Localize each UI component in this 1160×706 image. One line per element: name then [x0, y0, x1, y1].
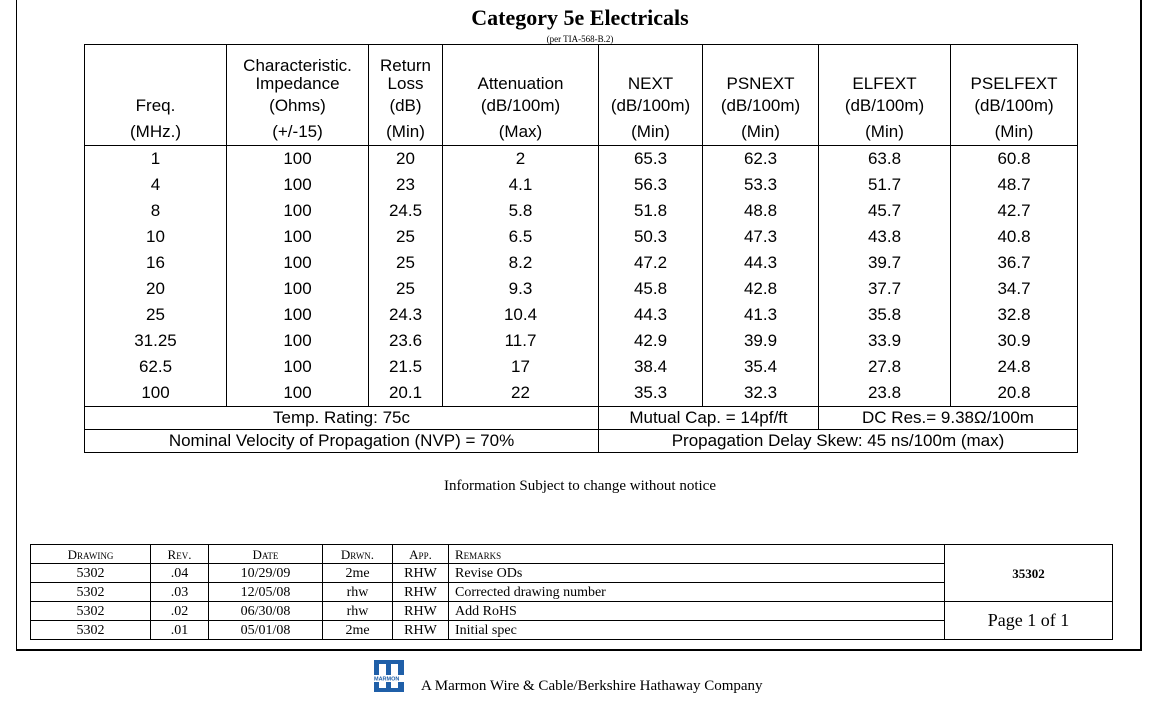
spec-cell: 20	[85, 276, 227, 302]
spec-cell: 25	[85, 302, 227, 328]
spec-cell: 41.3	[703, 302, 819, 328]
rev-header-drawn: Drwn.	[323, 545, 393, 564]
rev-cell: Initial spec	[449, 621, 945, 640]
spec-cell: 42.8	[703, 276, 819, 302]
rev-header-approved: App.	[393, 545, 449, 564]
dc-resistance: DC Res.= 9.38Ω/100m	[819, 407, 1078, 430]
spec-cell: 34.7	[951, 276, 1078, 302]
revision-header-row	[31, 545, 1113, 564]
spec-cell: 32.3	[703, 380, 819, 407]
spec-cell: 37.7	[819, 276, 951, 302]
spec-cell: 23.6	[369, 328, 443, 354]
spec-data-row	[85, 328, 1078, 354]
header-cell-return-loss: Return Loss	[369, 45, 443, 94]
rev-cell: 5302	[31, 564, 151, 583]
revision-row	[31, 602, 1113, 621]
rev-cell: .01	[151, 621, 209, 640]
unit-cell: (dB/100m)	[443, 93, 599, 119]
rev-header-remarks: Remarks	[449, 545, 945, 564]
revision-table	[30, 544, 1113, 640]
spec-cell: 51.7	[819, 172, 951, 198]
spec-cell: 35.4	[703, 354, 819, 380]
spec-cell: 39.7	[819, 250, 951, 276]
rev-cell: .04	[151, 564, 209, 583]
rev-header-rev: Rev.	[151, 545, 209, 564]
spec-cell: 48.7	[951, 172, 1078, 198]
unit-cell: (dB/100m)	[819, 93, 951, 119]
limit-cell: (+/-15)	[227, 119, 369, 146]
spec-cell: 42.7	[951, 198, 1078, 224]
unit-cell: (dB/100m)	[951, 93, 1078, 119]
rev-cell: 05/01/08	[209, 621, 323, 640]
spec-cell: 8.2	[443, 250, 599, 276]
spec-cell: 25	[369, 250, 443, 276]
rev-cell: rhw	[323, 602, 393, 621]
spec-cell: 24.8	[951, 354, 1078, 380]
spec-cell: 48.8	[703, 198, 819, 224]
spec-footer-row-2	[85, 430, 1078, 453]
spec-cell: 100	[85, 380, 227, 407]
spec-cell: 38.4	[599, 354, 703, 380]
drawing-number: 35302	[945, 545, 1113, 602]
spec-cell: 62.3	[703, 146, 819, 173]
rev-cell: .02	[151, 602, 209, 621]
rev-header-drawing: Drawing	[31, 545, 151, 564]
spec-cell: 27.8	[819, 354, 951, 380]
spec-cell: 31.25	[85, 328, 227, 354]
temp-rating: Temp. Rating: 75c	[85, 407, 599, 430]
unit-cell: (dB)	[369, 93, 443, 119]
spec-data-row	[85, 250, 1078, 276]
marmon-logo-icon	[374, 660, 414, 692]
limit-cell: (Min)	[369, 119, 443, 146]
spec-cell: 100	[227, 198, 369, 224]
spec-cell: 33.9	[819, 328, 951, 354]
page-subtitle: (per TIA-568-B.2)	[546, 34, 614, 44]
rev-cell: 06/30/08	[209, 602, 323, 621]
spec-data-row	[85, 198, 1078, 224]
limit-cell: (Min)	[951, 119, 1078, 146]
spec-header-row	[85, 45, 1078, 94]
spec-cell: 20	[369, 146, 443, 173]
spec-cell: 9.3	[443, 276, 599, 302]
electrical-spec-table	[84, 44, 1078, 453]
rev-header-date: Date	[209, 545, 323, 564]
spec-cell: 6.5	[443, 224, 599, 250]
spec-data-row	[85, 224, 1078, 250]
spec-cell: 50.3	[599, 224, 703, 250]
rev-cell: RHW	[393, 564, 449, 583]
page-number: Page 1 of 1	[945, 602, 1113, 640]
spec-cell: 63.8	[819, 146, 951, 173]
delay-skew: Propagation Delay Skew: 45 ns/100m (max)	[599, 430, 1078, 453]
spec-cell: 24.5	[369, 198, 443, 224]
rev-cell: 12/05/08	[209, 583, 323, 602]
spec-cell: 32.8	[951, 302, 1078, 328]
spec-cell: 35.3	[599, 380, 703, 407]
spec-cell: 40.8	[951, 224, 1078, 250]
rev-cell: 5302	[31, 621, 151, 640]
spec-cell: 47.3	[703, 224, 819, 250]
limit-cell: (MHz.)	[85, 119, 227, 146]
spec-cell: 35.8	[819, 302, 951, 328]
rev-cell: 10/29/09	[209, 564, 323, 583]
limit-cell: (Max)	[443, 119, 599, 146]
spec-cell: 2	[443, 146, 599, 173]
spec-cell: 60.8	[951, 146, 1078, 173]
notice-text: Information Subject to change without notice	[443, 478, 716, 494]
header-cell-elfext: ELFEXT	[819, 45, 951, 94]
unit-cell: Freq.	[85, 93, 227, 119]
spec-cell: 17	[443, 354, 599, 380]
page-title: Category 5e Electricals	[471, 5, 689, 30]
svg-text:MARMON: MARMON	[374, 676, 400, 683]
spec-cell: 10	[85, 224, 227, 250]
spec-cell: 4	[85, 172, 227, 198]
rev-cell: .03	[151, 583, 209, 602]
spec-cell: 100	[227, 250, 369, 276]
spec-cell: 5.8	[443, 198, 599, 224]
spec-cell: 47.2	[599, 250, 703, 276]
spec-cell: 100	[227, 276, 369, 302]
spec-cell: 25	[369, 276, 443, 302]
spec-cell: 45.7	[819, 198, 951, 224]
spec-cell: 1	[85, 146, 227, 173]
spec-data-row	[85, 276, 1078, 302]
rev-cell: 2me	[323, 621, 393, 640]
rev-cell: Revise ODs	[449, 564, 945, 583]
spec-cell: 36.7	[951, 250, 1078, 276]
rev-cell: RHW	[393, 583, 449, 602]
rev-cell: Add RoHS	[449, 602, 945, 621]
rev-cell: rhw	[323, 583, 393, 602]
spec-units-row	[85, 93, 1078, 119]
spec-cell: 65.3	[599, 146, 703, 173]
spec-cell: 30.9	[951, 328, 1078, 354]
spec-cell: 44.3	[703, 250, 819, 276]
spec-cell: 20.8	[951, 380, 1078, 407]
spec-data-row	[85, 302, 1078, 328]
spec-footer-row-1	[85, 407, 1078, 430]
nvp: Nominal Velocity of Propagation (NVP) = 70%	[85, 430, 599, 453]
rev-cell: 5302	[31, 583, 151, 602]
header-cell-impedance: Characteristic. Impedance	[227, 45, 369, 94]
spec-cell: 100	[227, 328, 369, 354]
spec-cell: 44.3	[599, 302, 703, 328]
spec-cell: 100	[227, 224, 369, 250]
spec-cell: 10.4	[443, 302, 599, 328]
limit-cell: (Min)	[819, 119, 951, 146]
spec-cell: 23.8	[819, 380, 951, 407]
unit-cell: (dB/100m)	[599, 93, 703, 119]
spec-cell: 16	[85, 250, 227, 276]
spec-cell: 100	[227, 302, 369, 328]
spec-cell: 56.3	[599, 172, 703, 198]
rev-cell: Corrected drawing number	[449, 583, 945, 602]
spec-cell: 22	[443, 380, 599, 407]
header-cell-freq	[85, 45, 227, 94]
spec-cell: 100	[227, 172, 369, 198]
header-cell-pselfext: PSELFEXT	[951, 45, 1078, 94]
mutual-capacitance: Mutual Cap. = 14pf/ft	[599, 407, 819, 430]
spec-cell: 8	[85, 198, 227, 224]
spec-cell: 43.8	[819, 224, 951, 250]
company-name: A Marmon Wire & Cable/Berkshire Hathaway Company	[421, 678, 763, 694]
spec-cell: 100	[227, 380, 369, 407]
spec-cell: 23	[369, 172, 443, 198]
spec-data-row	[85, 172, 1078, 198]
spec-cell: 42.9	[599, 328, 703, 354]
unit-cell: (dB/100m)	[703, 93, 819, 119]
spec-cell: 45.8	[599, 276, 703, 302]
limit-cell: (Min)	[703, 119, 819, 146]
limit-cell: (Min)	[599, 119, 703, 146]
spec-cell: 20.1	[369, 380, 443, 407]
spec-data-row	[85, 146, 1078, 173]
header-cell-attenuation: Attenuation	[443, 45, 599, 94]
unit-cell: (Ohms)	[227, 93, 369, 119]
spec-cell: 39.9	[703, 328, 819, 354]
spec-data-row	[85, 354, 1078, 380]
spec-cell: 4.1	[443, 172, 599, 198]
header-cell-psnext: PSNEXT	[703, 45, 819, 94]
header-cell-next: NEXT	[599, 45, 703, 94]
spec-cell: 100	[227, 354, 369, 380]
spec-cell: 24.3	[369, 302, 443, 328]
spec-cell: 11.7	[443, 328, 599, 354]
spec-limits-row	[85, 119, 1078, 146]
rev-cell: 2me	[323, 564, 393, 583]
rev-cell: 5302	[31, 602, 151, 621]
spec-data-row	[85, 380, 1078, 407]
spec-cell: 62.5	[85, 354, 227, 380]
rev-cell: RHW	[393, 621, 449, 640]
spec-cell: 100	[227, 146, 369, 173]
spec-cell: 21.5	[369, 354, 443, 380]
spec-cell: 53.3	[703, 172, 819, 198]
rev-cell: RHW	[393, 602, 449, 621]
spec-cell: 25	[369, 224, 443, 250]
spec-cell: 51.8	[599, 198, 703, 224]
spec-data-body	[85, 146, 1078, 407]
